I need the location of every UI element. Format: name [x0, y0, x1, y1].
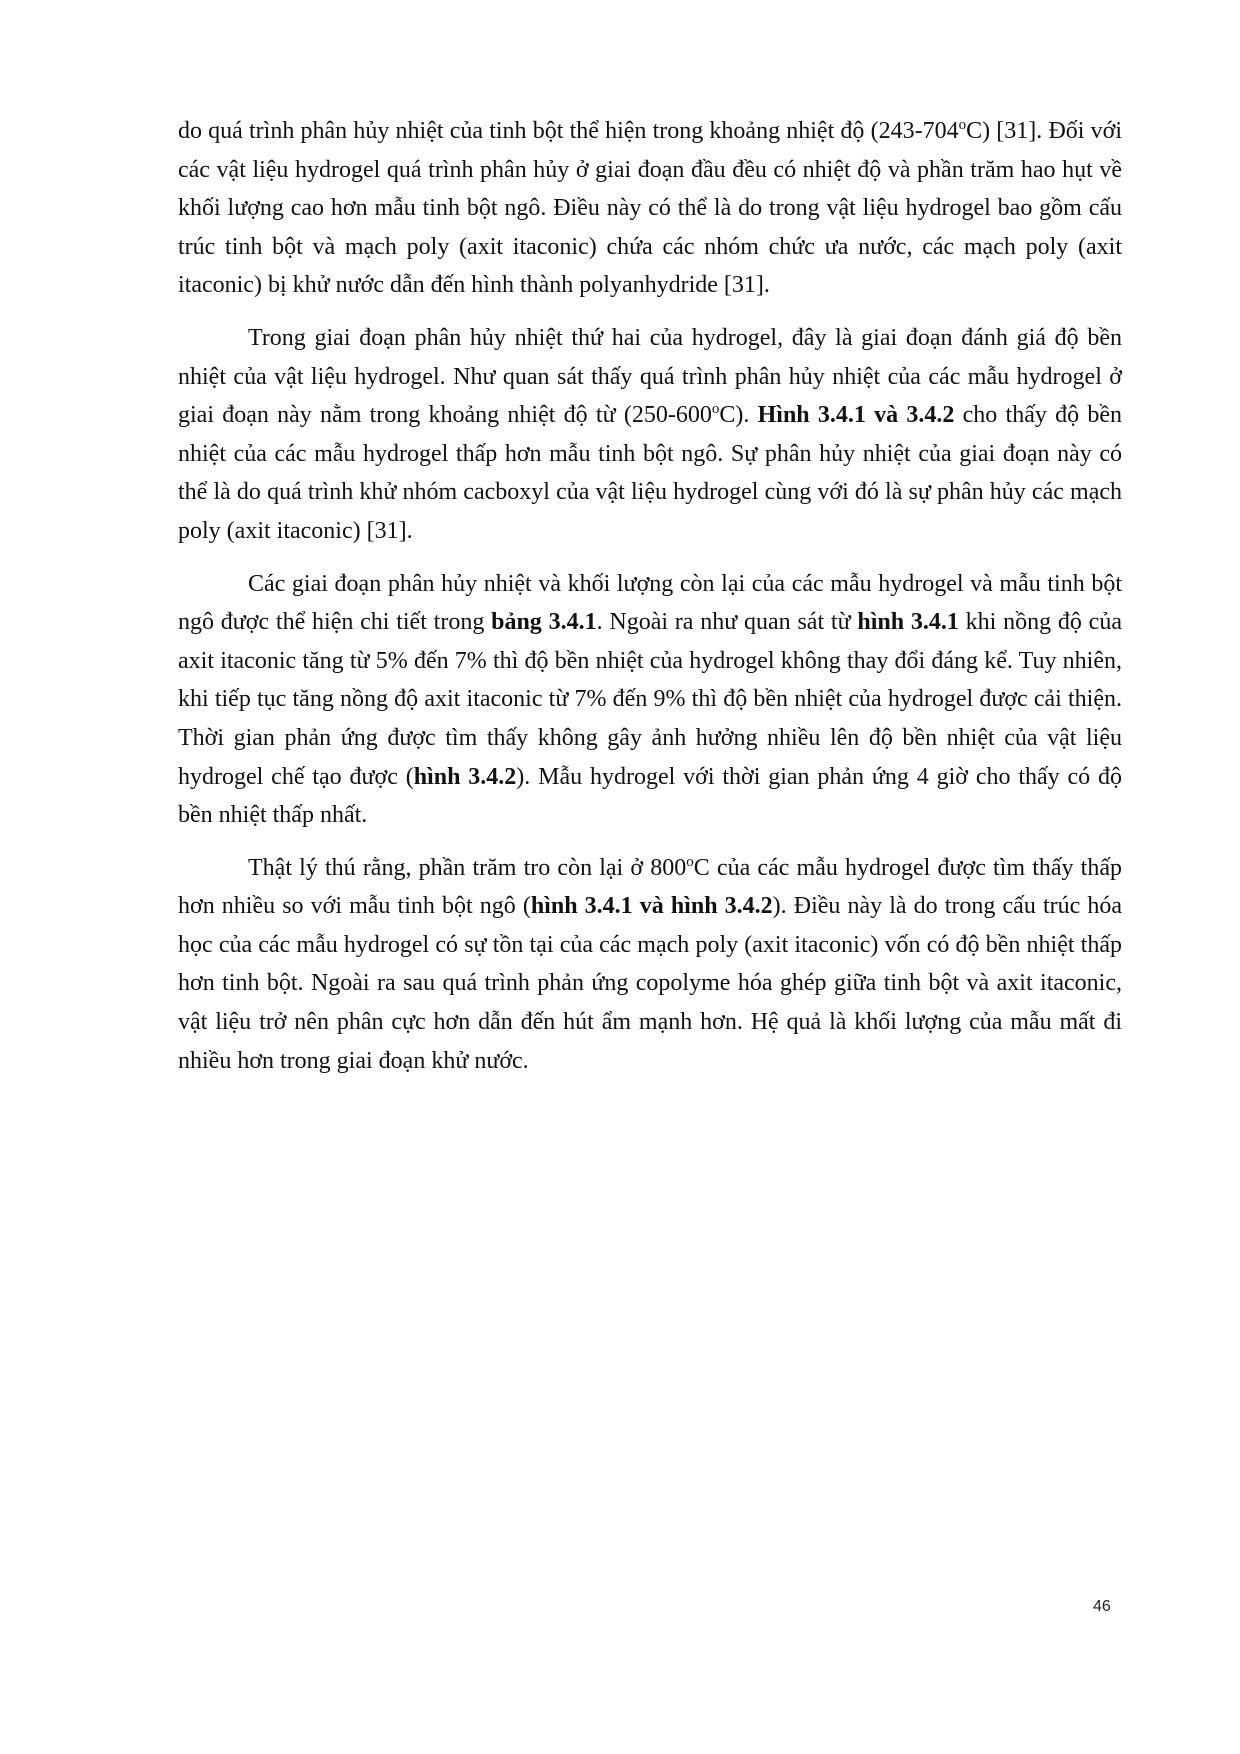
- text-run: Các giai đoạn phân hủy nhiệt và khối lượng còn lại của các mẫu hydrogel và mẫu tinh bột ngô được thể hiện chi tiết trong: [178, 570, 1122, 636]
- bold-reference: hình 3.4.2: [413, 763, 517, 790]
- paragraph-1: [178, 112, 1122, 305]
- text-run: Thật lý thú rằng, phần trăm tro còn lại ở 800: [248, 854, 687, 881]
- bold-reference: hình 3.4.1: [857, 609, 959, 636]
- page-number: 46: [1093, 1598, 1111, 1615]
- degree-superscript: o: [711, 401, 720, 418]
- degree-superscript: o: [686, 853, 694, 870]
- text-run: Trong giai đoạn phân hủy nhiệt thứ hai của hydrogel, đây là giai đoạn đánh giá độ bền nhiệt của vật liệu hydrogel. Như quan sát thấy quá trình phân hủy nhiệt của các mẫu hydrogel ở giai đoạn này nằm trong khoảng nhiệt độ từ (250-600: [178, 324, 1122, 429]
- text-run: do quá trình phân hủy nhiệt của tinh bột thể hiện trong khoảng nhiệt độ (243-704: [178, 118, 959, 144]
- text-run: ). Mẫu hydrogel với thời gian phản ứng 4 giờ cho thấy có độ bền nhiệt thấp nhất.: [178, 763, 1123, 829]
- paragraph-2: [178, 319, 1122, 551]
- text-run: ). Điều này là do trong cấu trúc hóa học của các mẫu hydrogel có sự tồn tại của các mạch poly (axit itaconic) vốn có độ bền nhiệt thấp hơn tinh bột. Ngoài ra sau quá trình phản ứng copolyme hóa ghép giữa tinh bột và axit itaconic, vật liệu trở nên phân cực hơn dẫn đến hút ẩm mạnh hơn. Hệ quả là khối lượng của mẫu mất đi nhiều hơn trong giai đoạn khử nước.: [178, 893, 1123, 1074]
- bold-reference: hình 3.4.1 và hình 3.4.2: [530, 893, 773, 920]
- document-body: [178, 112, 1122, 1080]
- text-run: C).: [719, 402, 758, 429]
- text-run: . Ngoài ra như quan sát từ: [596, 609, 858, 636]
- paragraph-4: [178, 849, 1122, 1081]
- text-run: C của các mẫu hydrogel được tìm thấy thấp hơn nhiều so với mẫu tinh bột ngô (: [178, 854, 1122, 920]
- text-run: khi nồng độ của axit itaconic tăng từ 5% đến 7% thì độ bền nhiệt của hydrogel không thay đổi đáng kể. Tuy nhiên, khi tiếp tục tăng nồng độ axit itaconic từ 7% đến 9% thì độ bền nhiệt của hydrogel được cải thiện. Thời gian phản ứng được tìm thấy không gây ảnh hưởng nhiều lên độ bền nhiệt của vật liệu hydrogel chế tạo được (: [178, 609, 1122, 790]
- text-run: cho thấy độ bền nhiệt của các mẫu hydrogel thấp hơn mẫu tinh bột ngô. Sự phân hủy nhiệt của giai đoạn này có thể là do quá trình khử nhóm cacboxyl của vật liệu hydrogel cùng với đó là sự phân hủy các mạch poly (axit itaconic) [31].: [178, 402, 1123, 544]
- bold-reference: bảng 3.4.1: [491, 609, 597, 636]
- degree-superscript: o: [958, 117, 967, 133]
- paragraph-3: [178, 565, 1122, 835]
- bold-reference: Hình 3.4.1 và 3.4.2: [757, 402, 955, 429]
- text-run: C) [31]. Đối với các vật liệu hydrogel quá trình phân hủy ở giai đoạn đầu đều có nhiệt độ và phần trăm hao hụt về khối lượng cao hơn mẫu tinh bột ngô. Điều này có thể là do trong vật liệu hydrogel bao gồm cấu trúc tinh bột và mạch poly (axit itaconic) chứa các nhóm chức ưa nước, các mạch poly (axit itaconic) bị khử nước dẫn đến hình thành polyanhydride [31].: [178, 118, 1123, 299]
